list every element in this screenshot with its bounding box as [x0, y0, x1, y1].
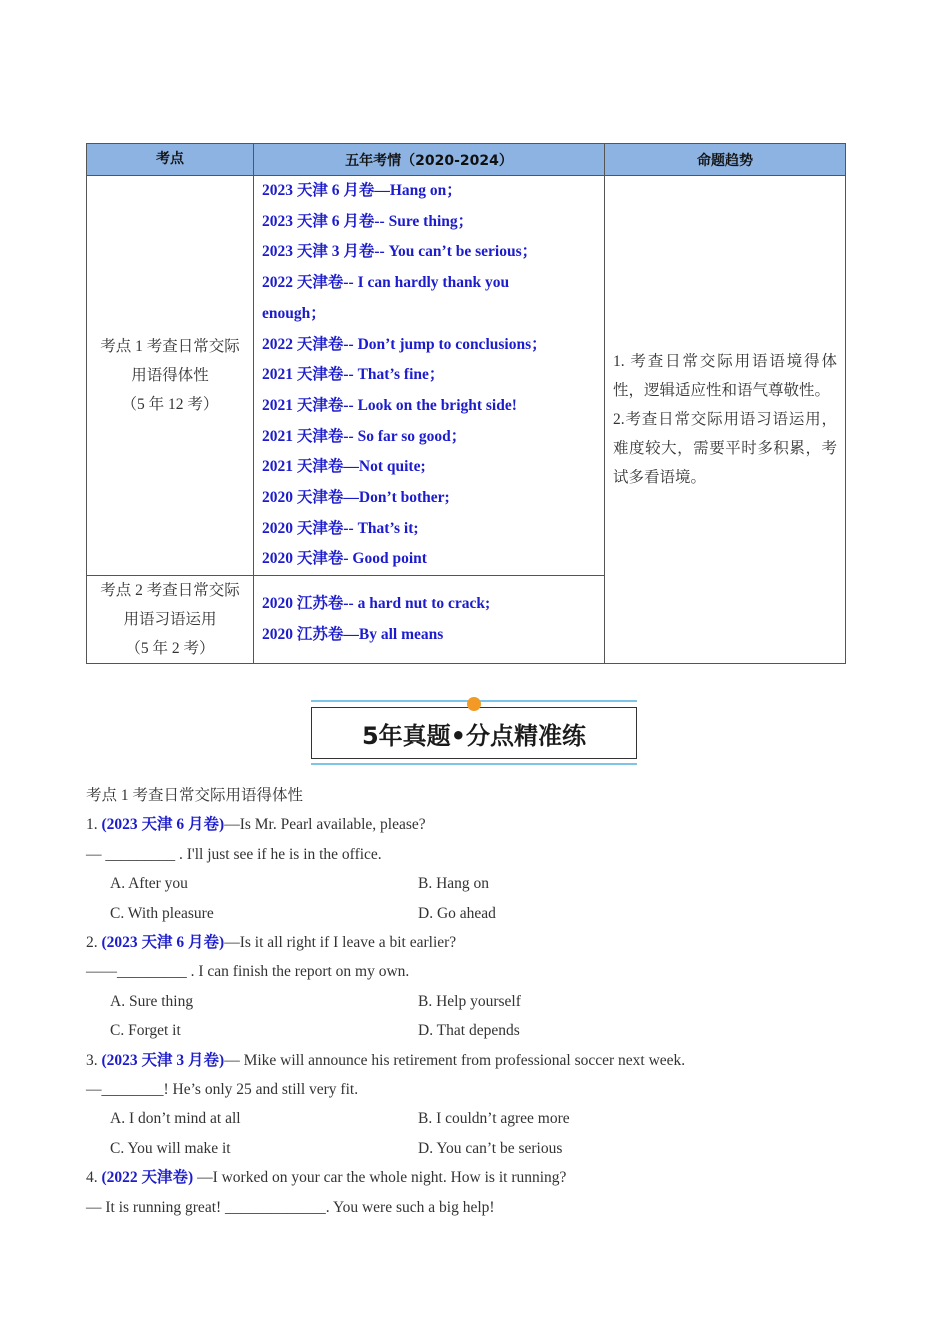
option: A. After you — [110, 875, 188, 893]
point-2-count: （5 年 2 考） — [125, 640, 215, 658]
point-2-cell — [87, 576, 254, 664]
option: C. With pleasure — [110, 904, 214, 922]
question-reply: —________! He’s only 25 and still very fit. — [86, 1081, 359, 1099]
question-number: 1. — [86, 816, 98, 834]
exam-item: 2020 天津卷-- That’s it; — [262, 519, 419, 537]
exam-item: 2021 天津卷-- So far so good； — [262, 427, 467, 445]
question-source: (2022 天津卷) — [101, 1169, 194, 1187]
point-1-cell — [87, 176, 254, 576]
question-text: —Is it all right if I leave a bit earlier? — [224, 934, 457, 952]
trend-cell — [605, 176, 846, 664]
option: D. Go ahead — [418, 904, 496, 922]
question-text: —I worked on your car the whole night. How is it running? — [193, 1169, 567, 1187]
question-section — [86, 781, 866, 1222]
option: B. I couldn’t agree more — [418, 1110, 570, 1128]
banner-dot-icon — [467, 697, 481, 711]
question-source: (2023 天津 6 月卷) — [101, 934, 225, 952]
option: A. Sure thing — [110, 992, 194, 1010]
question-text: — Mike will announce his retirement from professional soccer next week. — [224, 1051, 686, 1069]
exam-item: 2023 天津 3 月卷-- You can’t be serious； — [262, 243, 538, 261]
trend-item: 2.考查日常交际用语习语运用，难度较大，需要平时多积累，考试多看语境。 — [613, 411, 837, 487]
option: C. You will make it — [110, 1139, 231, 1157]
question-stem — [86, 810, 866, 839]
banner-bottom-line — [311, 763, 637, 765]
option: D. You can’t be serious — [418, 1139, 563, 1157]
trend-item: 1. 考查日常交际用语语境得体性，逻辑适应性和语气尊敬性。 — [613, 353, 837, 400]
exam-item: 2022 天津卷-- Don’t jump to conclusions； — [262, 335, 547, 353]
question-reply: — It is running great! _____________. You were such a big help! — [86, 1198, 495, 1216]
point-1-line: 考点 1 考查日常交际 — [100, 338, 240, 356]
table-header-row — [87, 144, 846, 176]
header-trend: 命题趋势 — [605, 144, 846, 176]
option: A. I don’t mind at all — [110, 1110, 241, 1128]
option: C. Forget it — [110, 1022, 181, 1040]
point-1-count: （5 年 12 考） — [121, 396, 219, 414]
question-number: 4. — [86, 1169, 98, 1187]
option: B. Hang on — [418, 875, 490, 893]
exam-item: 2023 天津 6 月卷—Hang on； — [262, 182, 462, 199]
section-title: 考点 1 考查日常交际用语得体性 — [86, 787, 304, 804]
point-2-items — [254, 576, 605, 664]
option: D. That depends — [418, 1022, 520, 1040]
exam-item: 2022 天津卷-- I can hardly thank you — [262, 274, 510, 292]
point-2-line: 考点 2 考查日常交际 — [100, 582, 240, 600]
question-number: 2. — [86, 934, 98, 952]
exam-item: 2020 天津卷- Good point — [262, 550, 427, 568]
exam-item: 2023 天津 6 月卷-- Sure thing； — [262, 212, 474, 230]
question-stem — [86, 928, 866, 957]
question-source: (2023 天津 3 月卷) — [101, 1051, 225, 1069]
exam-item: 2020 天津卷—Don’t bother; — [262, 489, 450, 507]
exam-item: 2020 江苏卷-- a hard nut to crack; — [262, 594, 491, 612]
point-1-items — [254, 176, 605, 576]
exam-item: enough； — [262, 304, 326, 322]
exam-item: 2021 天津卷-- That’s fine； — [262, 366, 445, 384]
question-reply: ——_________ . I can finish the report on my own. — [86, 963, 410, 981]
point-1-line: 用语得体性 — [131, 367, 209, 385]
summary-table — [86, 143, 846, 664]
header-five-year: 五年考情（2020-2024） — [254, 144, 605, 176]
banner-title: 5年真题•分点精准练 — [311, 707, 637, 759]
question-stem — [86, 1163, 866, 1192]
exam-item: 2021 天津卷—Not quite; — [262, 458, 426, 476]
option: B. Help yourself — [418, 992, 521, 1010]
question-source: (2023 天津 6 月卷) — [101, 816, 225, 834]
options-grid — [86, 1104, 866, 1163]
question-stem — [86, 1046, 866, 1075]
options-grid — [86, 987, 866, 1046]
exam-item: 2021 天津卷-- Look on the bright side! — [262, 396, 517, 414]
options-grid — [86, 869, 866, 928]
question-number: 3. — [86, 1051, 98, 1069]
question-reply: — _________ . I'll just see if he is in the office. — [86, 845, 382, 863]
table-row — [87, 176, 846, 576]
question-text: —Is Mr. Pearl available, please? — [224, 816, 426, 834]
header-point: 考点 — [87, 144, 254, 176]
exam-item: 2020 江苏卷—By all means — [262, 625, 444, 643]
point-2-line: 用语习语运用 — [123, 611, 217, 629]
section-banner — [311, 700, 637, 765]
